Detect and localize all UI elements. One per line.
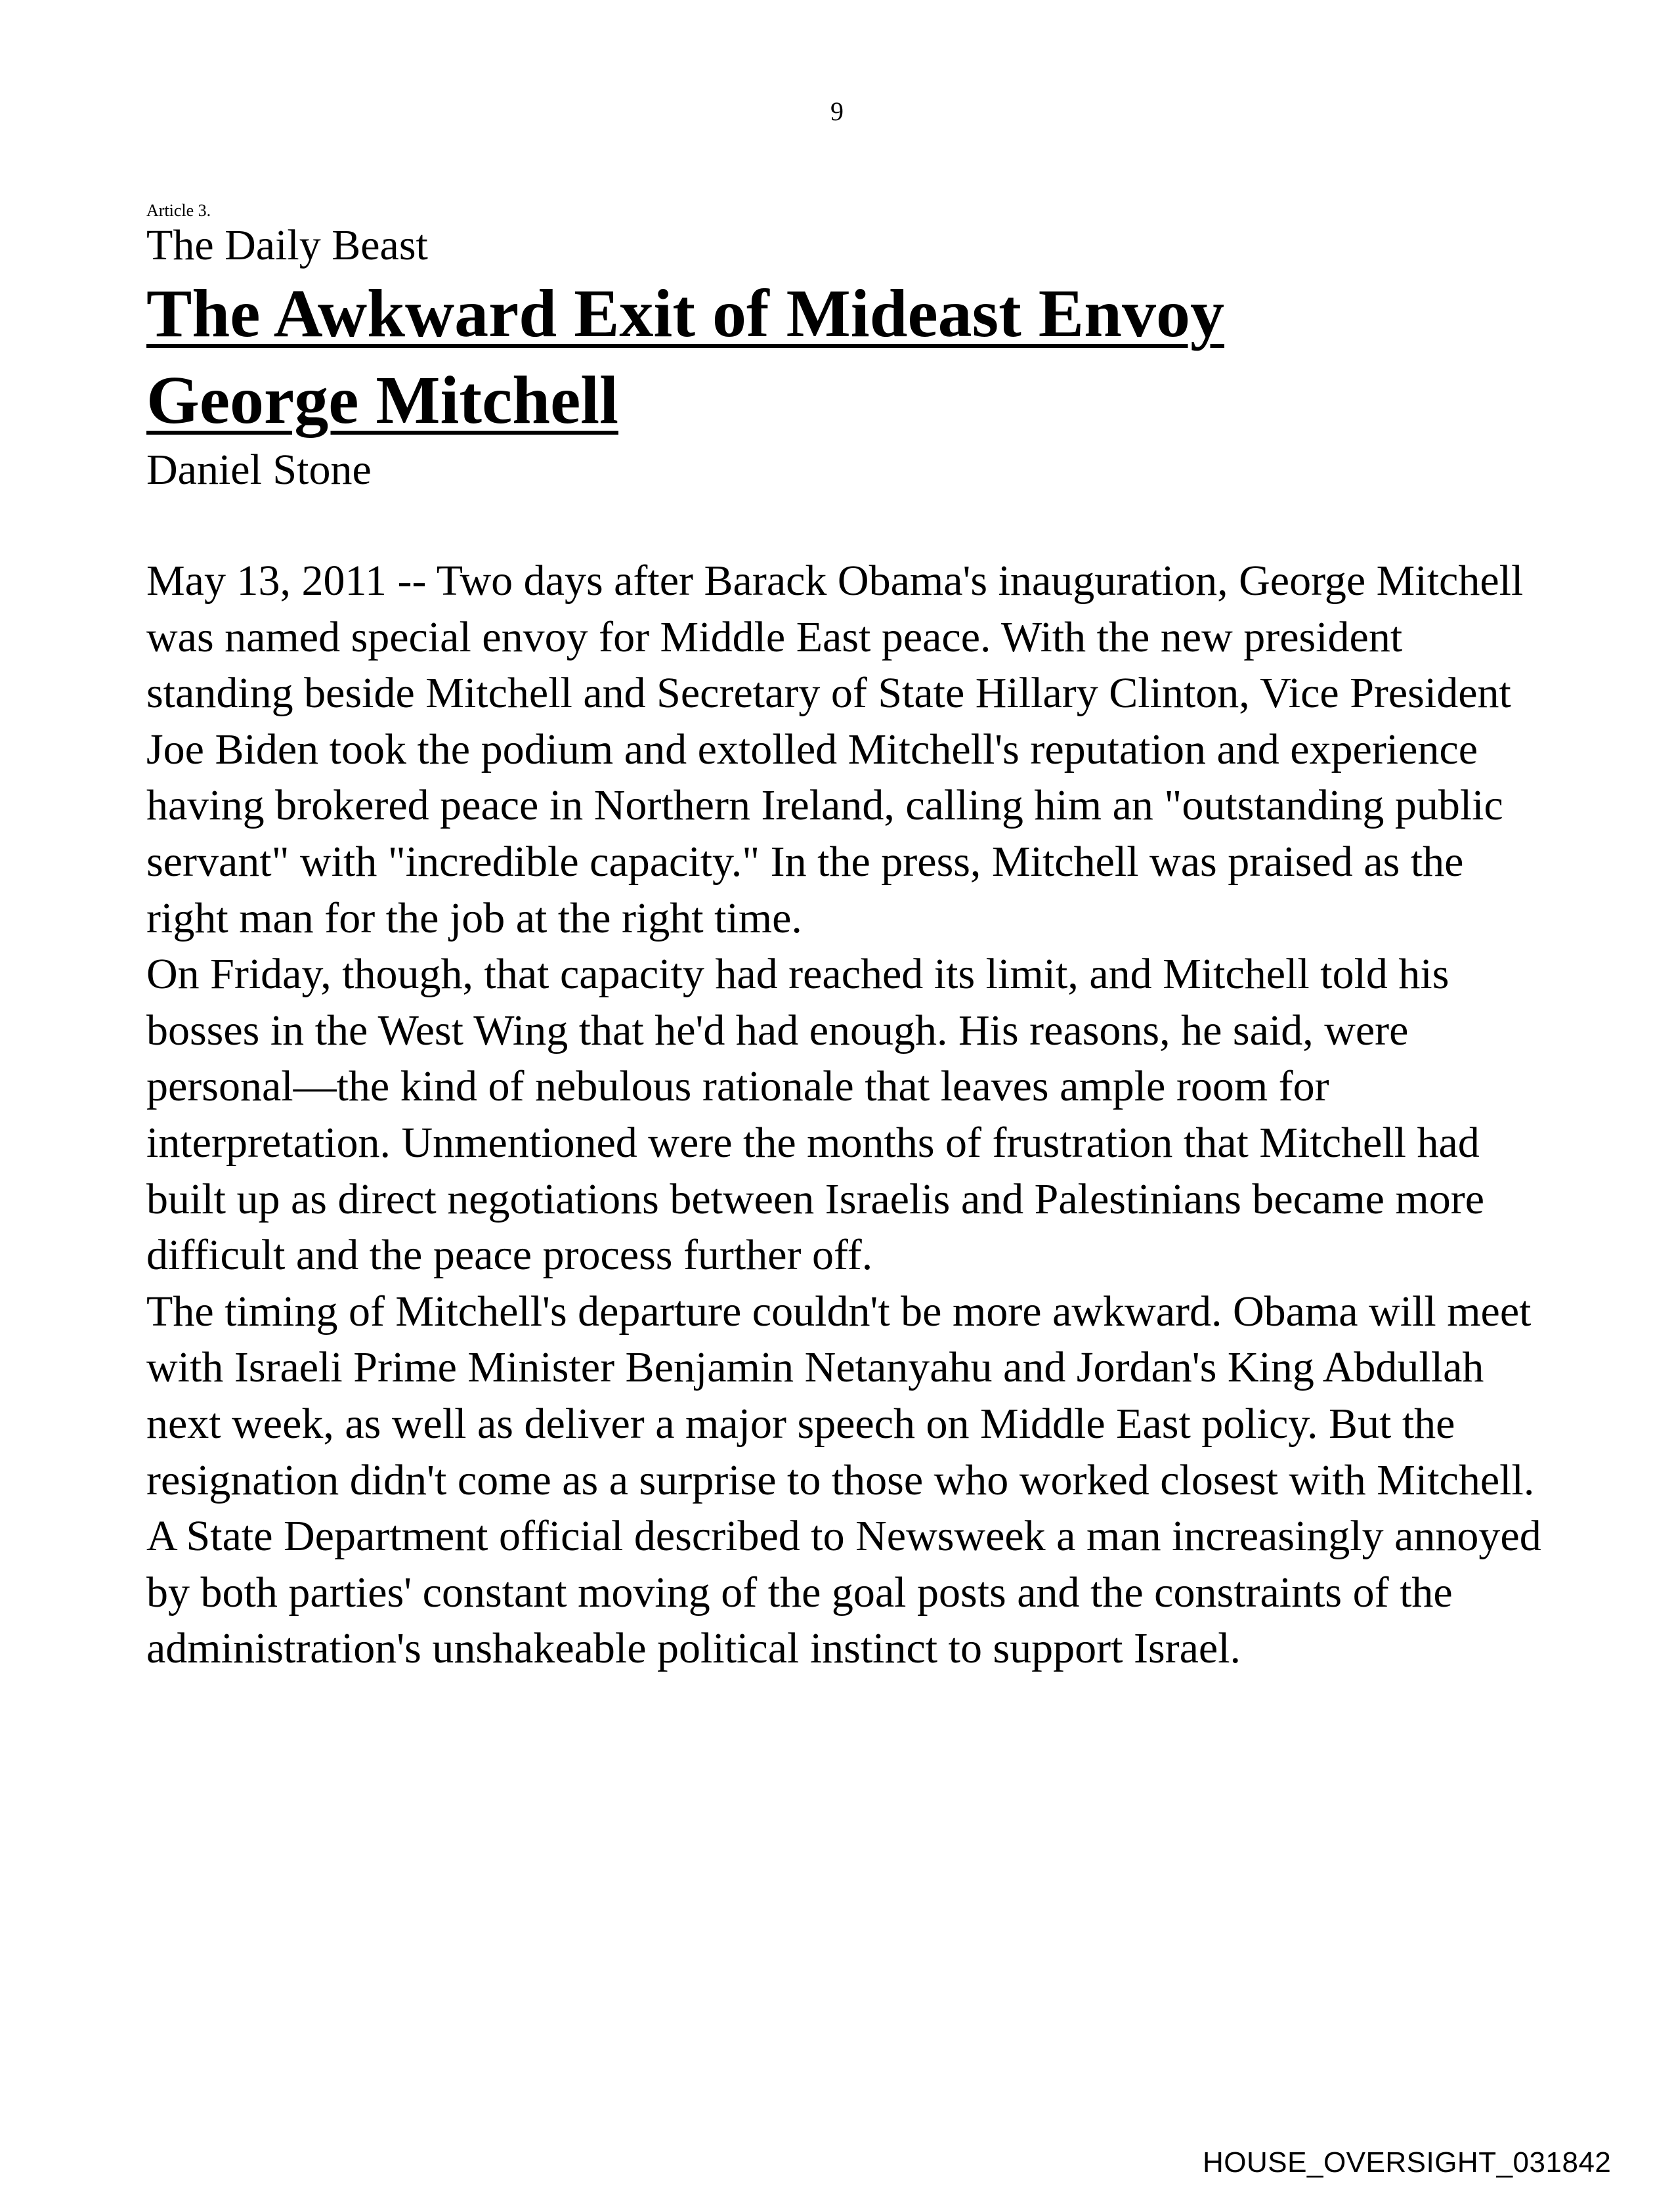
document-id-stamp: HOUSE_OVERSIGHT_031842 — [1203, 2146, 1612, 2179]
body-paragraph: May 13, 2011 -- Two days after Barack Obama's inauguration, George Mitchell was named special envoy for Middle East peace. With the new president standing beside Mitchell and Secretary of State Hillary Clinton, Vice President Joe Biden took the podium and extolled Mitchell's reputation and experience having brokered peace in Northern Ireland, calling him an "outstanding public servant" with "incredible capacity." In the press, Mitchell was praised as the right man for the job at the right time. — [146, 557, 1524, 942]
publication-name: The Daily Beast — [146, 221, 428, 269]
body-paragraph: On Friday, though, that capacity had reached its limit, and Mitchell told his bosses in the West Wing that he'd had enough. His reasons, he said, were personal—the kind of nebulous rationale that leaves ample room for interpretation. Unmentioned were the months of frustration that Mitchell had built up as direct negotiations between Israelis and Palestinians became more difficult and the peace process further off. — [146, 950, 1485, 1280]
page-number: 9 — [830, 97, 844, 126]
article-author: Daniel Stone — [146, 446, 372, 494]
article — [146, 201, 1545, 1677]
article-body — [146, 553, 1545, 1677]
article-label: Article 3. — [146, 201, 211, 220]
body-paragraph: The timing of Mitchell's departure couldn't be more awkward. Obama will meet with Israeli Prime Minister Benjamin Netanyahu and Jordan's King Abdullah next week, as well as deliver a major speech on Middle East policy. But the resignation didn't come as a surprise to those who worked closest with Mitchell. A State Department official described to Newsweek a man increasingly annoyed by both parties' constant moving of the goal posts and the constraints of the administration's unshakeable political instinct to support Israel. — [146, 1287, 1541, 1673]
article-headline: The Awkward Exit of Mideast Envoy George Mitchell — [146, 276, 1224, 438]
